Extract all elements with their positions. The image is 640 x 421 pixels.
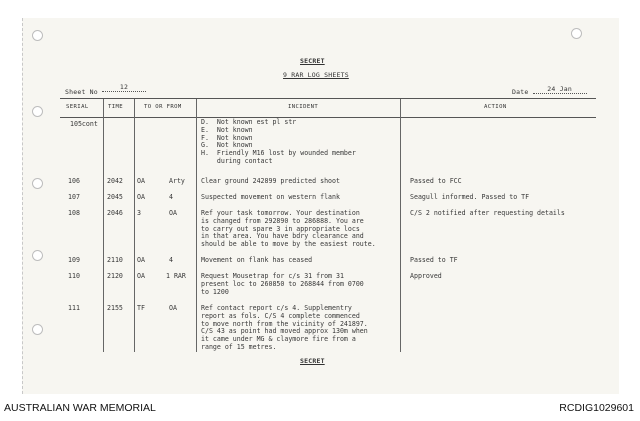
log-table	[60, 98, 596, 352]
from-cell: OA	[169, 209, 177, 217]
column-header-serial: SERIAL	[66, 104, 89, 110]
column-divider	[400, 99, 401, 352]
punch-hole	[571, 28, 582, 39]
action-cell: Passed to TF	[410, 256, 458, 264]
punch-hole	[32, 30, 43, 41]
sheet-number-label: Sheet No	[65, 88, 98, 96]
action-cell: Seagull informed. Passed to TF	[410, 193, 530, 201]
action-cell: Approved	[410, 272, 442, 280]
column-divider	[196, 99, 197, 352]
serial-cell: 109	[68, 256, 80, 264]
sheet-number-value: 12	[102, 83, 146, 92]
action-cell: Passed to FCC	[410, 177, 462, 185]
incident-cell: Ref contact report c/s 4. Supplementry report as fols. C/S 4 complete commenced to move north from the vicinity of 241897. C/S 43 as point had moved approx 130m when it came under MG & claymore fire from a range of 15 metres.	[201, 304, 368, 351]
serial-cell: 111	[68, 304, 80, 312]
incident-cell: Suspected movement on western flank	[201, 193, 340, 201]
time-cell: 2045	[107, 193, 123, 201]
serial-cell: 108	[68, 209, 80, 217]
from-cell: Arty	[169, 177, 185, 185]
incident-cell: D. Not known est pl str E. Not known F. Not known G. Not known H. Friendly M16 lost by wounded member during contact	[201, 118, 356, 165]
to-cell: 3	[137, 209, 141, 217]
to-cell: OA	[137, 272, 145, 280]
punch-hole	[32, 250, 43, 261]
punch-hole	[32, 106, 43, 117]
action-cell: C/S 2 notified after requesting details	[410, 209, 565, 217]
punch-hole	[32, 178, 43, 189]
to-cell: TF	[137, 304, 145, 312]
sheet-number	[65, 83, 146, 97]
column-header-to-from: TO OR FROM	[144, 104, 182, 110]
column-divider	[134, 99, 135, 352]
serial-cell: 107	[68, 193, 80, 201]
log-date	[512, 85, 587, 97]
to-cell: OA	[137, 177, 145, 185]
column-header-time: TIME	[108, 104, 124, 110]
from-cell: 1 RAR	[166, 272, 186, 280]
serial-cell: 106	[68, 177, 80, 185]
date-value: 24 Jan	[533, 85, 587, 94]
document-title: 9 RAR LOG SHEETS	[283, 71, 349, 79]
incident-cell: Ref your task tomorrow. Your destination is changed from 292890 to 286888. You are to carry out spare 3 in appropriate locs in that area. You have bdry clearance and should be able to move by the easiest route.	[201, 209, 376, 249]
serial-cell: 105cont	[70, 120, 98, 128]
archive-source-label: AUSTRALIAN WAR MEMORIAL	[4, 402, 156, 414]
time-cell: 2110	[107, 256, 123, 264]
column-header-incident: INCIDENT	[288, 104, 319, 110]
serial-cell: 110	[68, 272, 80, 280]
date-label: Date	[512, 88, 529, 96]
classification-header: SECRET	[300, 57, 325, 65]
incident-cell: Request Mousetrap for c/s 31 from 31 present loc to 260850 to 268844 from 0700 to 1200	[201, 272, 364, 296]
column-header-action: ACTION	[484, 104, 507, 110]
column-divider	[103, 99, 104, 352]
time-cell: 2120	[107, 272, 123, 280]
time-cell: 2042	[107, 177, 123, 185]
incident-cell: Clear ground 242899 predicted shoot	[201, 177, 340, 185]
archive-record-id: RCDIG1029601	[559, 402, 634, 414]
classification-footer: SECRET	[300, 357, 325, 365]
time-cell: 2046	[107, 209, 123, 217]
header-divider	[60, 117, 596, 118]
incident-cell: Movement on flank has ceased	[201, 256, 313, 264]
to-cell: OA	[137, 256, 145, 264]
punch-hole	[32, 324, 43, 335]
from-cell: 4	[169, 193, 173, 201]
to-cell: OA	[137, 193, 145, 201]
time-cell: 2155	[107, 304, 123, 312]
from-cell: OA	[169, 304, 177, 312]
from-cell: 4	[169, 256, 173, 264]
